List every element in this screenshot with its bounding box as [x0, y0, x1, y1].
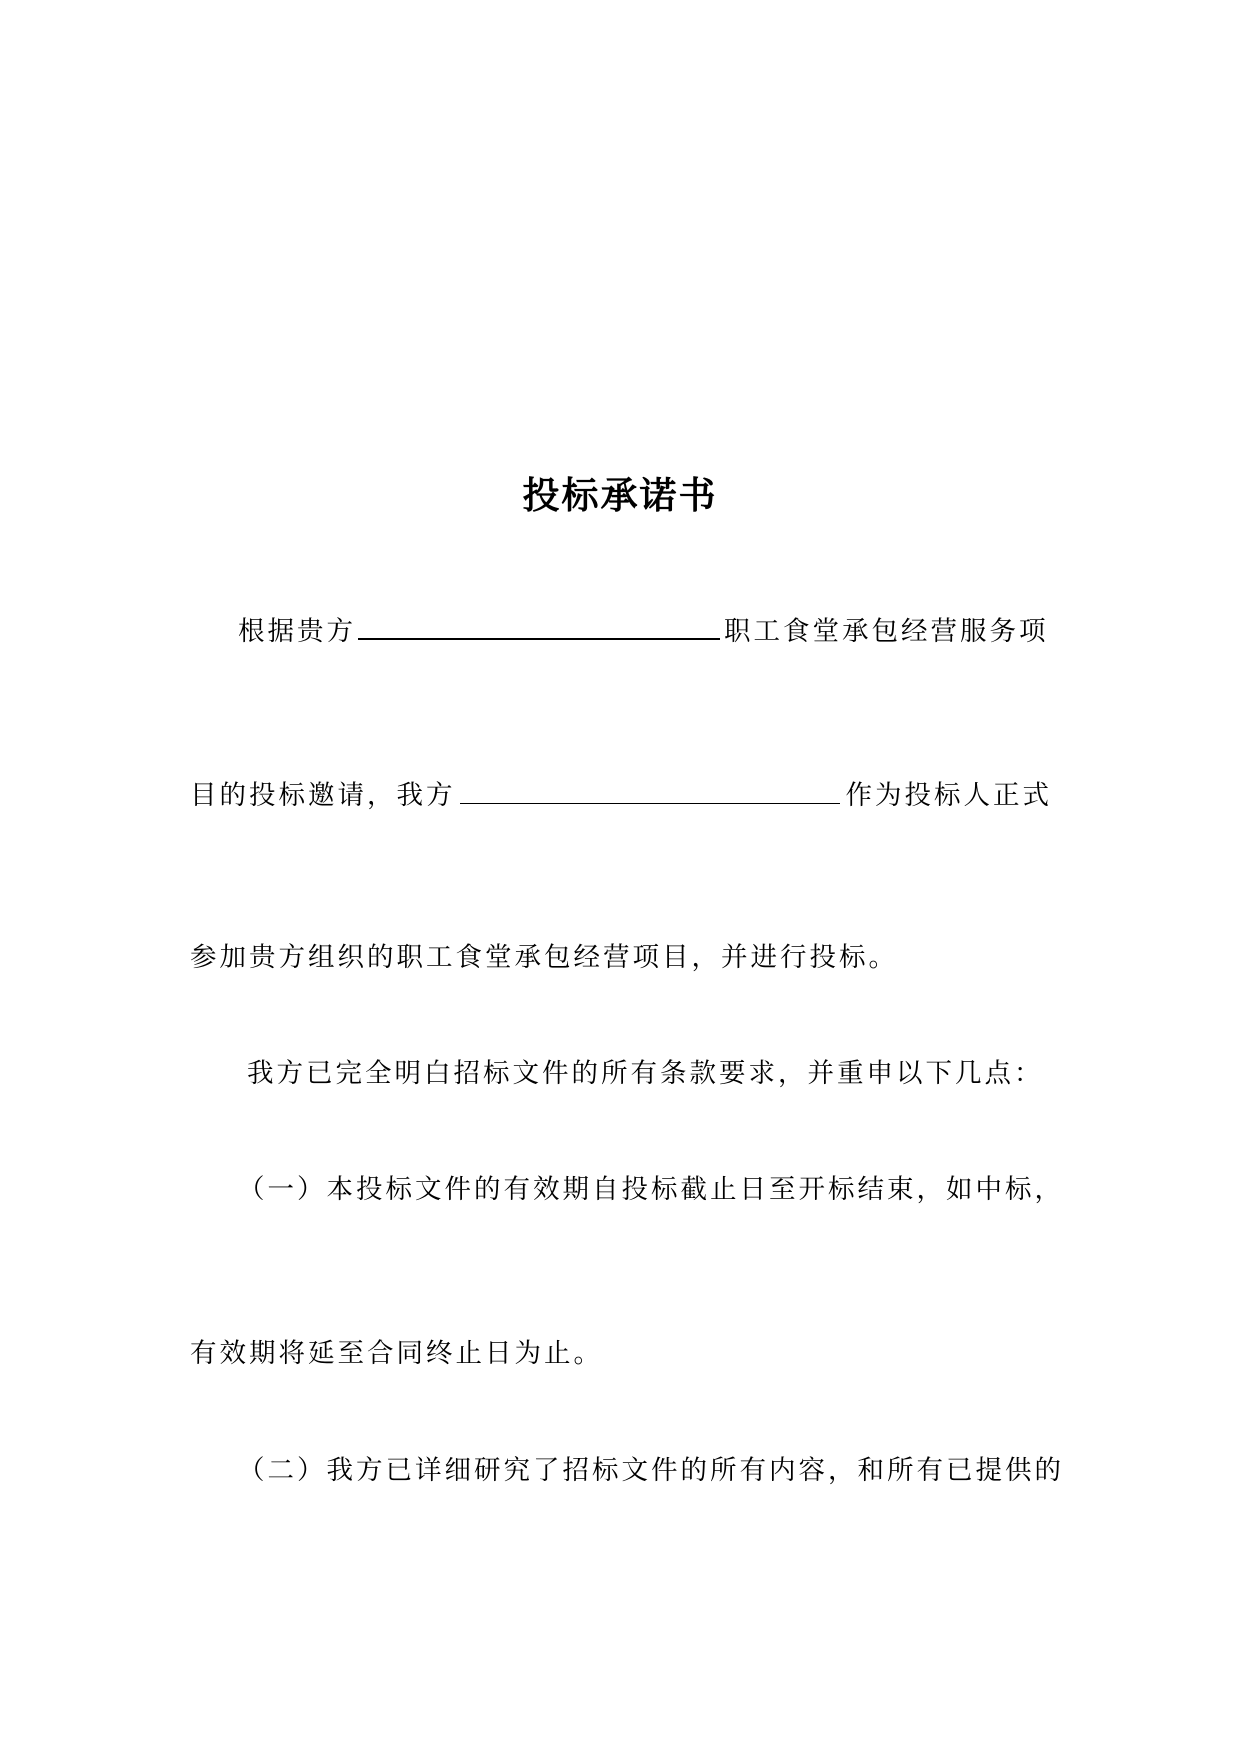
text-segment: 根据贵方: [238, 616, 356, 647]
fill-in-blank-client: [358, 636, 720, 640]
text-segment: 目的投标邀请，我方: [190, 780, 456, 811]
item-2-line-1: （二）我方已详细研究了招标文件的所有内容，和所有已提供的: [238, 1455, 1064, 1486]
document-title: 投标承诺书: [522, 473, 718, 517]
paragraph-1-line-3: 参加贵方组织的职工食堂承包经营项目，并进行投标。: [190, 942, 898, 973]
text-segment: 作为投标人正式: [845, 780, 1052, 811]
paragraph-1-line-2: [190, 776, 1070, 816]
text-segment: 职工食堂承包经营服务项: [724, 616, 1049, 647]
item-1-line-1: （一）本投标文件的有效期自投标截止日至开标结束，如中标，: [238, 1174, 1064, 1205]
paragraph-2: 我方已完全明白招标文件的所有条款要求，并重申以下几点：: [247, 1058, 1044, 1089]
fill-in-blank-bidder: [460, 801, 840, 804]
paragraph-1-line-1: [238, 612, 1118, 652]
item-1-line-2: 有效期将延至合同终止日为止。: [190, 1338, 603, 1369]
